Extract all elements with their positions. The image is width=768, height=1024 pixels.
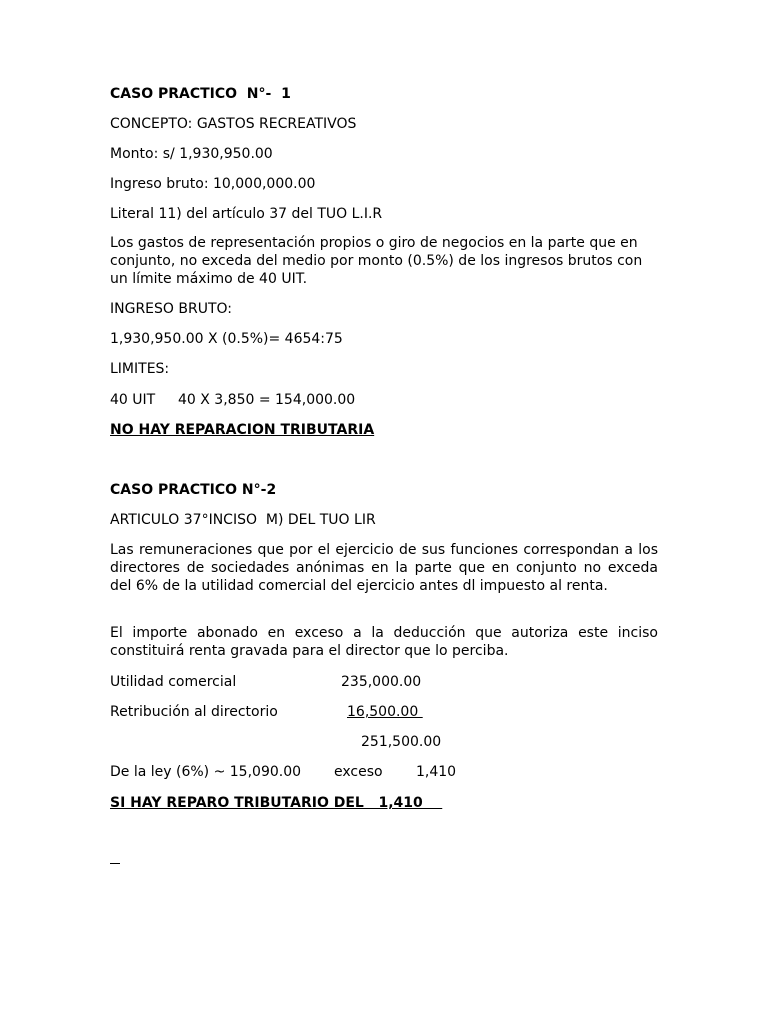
case1-conclusion: NO HAY REPARACION TRIBUTARIA xyxy=(110,422,375,438)
case1-limite-calc: 40 X 3,850 = 154,000.00 xyxy=(178,392,356,408)
case1-limites-heading: LIMITES: xyxy=(110,361,170,377)
case2-exceso-label: exceso xyxy=(334,764,383,780)
case2-conclusion: SI HAY REPARO TRIBUTARIO DEL 1,410 xyxy=(110,795,443,811)
case1-ingreso-bruto: Ingreso bruto: 10,000,000.00 xyxy=(110,176,316,192)
case2-retribucion-label: Retribución al directorio xyxy=(110,704,278,720)
case1-monto: Monto: s/ 1,930,950.00 xyxy=(110,146,273,162)
case2-articulo: ARTICULO 37°INCISO M) DEL TUO LIR xyxy=(110,512,376,528)
case2-ley-label: De la ley (6%) ~ 15,090.00 xyxy=(110,764,302,780)
case2-exceso-value: 1,410 xyxy=(416,764,457,780)
case2-title: CASO PRACTICO N°-2 xyxy=(110,482,277,498)
text-cursor-mark xyxy=(110,863,120,864)
case1-description: Los gastos de representación propios o giro de negocios en la parte que en conjunto, no exceda del medio por monto (0.5%) de los ingresos brutos con un límite máximo de 40 UIT. xyxy=(110,235,643,287)
case2-utilidad-value: 235,000.00 xyxy=(341,674,422,690)
case2-utilidad-label: Utilidad comercial xyxy=(110,674,237,690)
case1-title: CASO PRACTICO N°- 1 xyxy=(110,86,291,102)
case2-subtotal-value: 251,500.00 xyxy=(361,734,442,750)
case1-ingreso-bruto-heading: INGRESO BRUTO: xyxy=(110,301,233,317)
case1-concepto: CONCEPTO: GASTOS RECREATIVOS xyxy=(110,116,357,132)
case1-limite-uit: 40 UIT xyxy=(110,392,156,408)
case2-description2: El importe abonado en exceso a la deducción que autoriza este inciso constituirá renta gravada para el director que lo perciba. xyxy=(110,625,658,659)
case1-literal: Literal 11) del artículo 37 del TUO L.I.R xyxy=(110,206,383,222)
case2-description1: Las remuneraciones que por el ejercicio de sus funciones correspondan a los directores de sociedades anónimas en la parte que en conjunto no exceda del 6% de la utilidad comercial del ejercicio antes dl impuesto al renta. xyxy=(110,542,658,594)
case2-retribucion-value: 16,500.00 xyxy=(347,704,423,720)
case1-calculo: 1,930,950.00 X (0.5%)= 4654:75 xyxy=(110,331,343,347)
